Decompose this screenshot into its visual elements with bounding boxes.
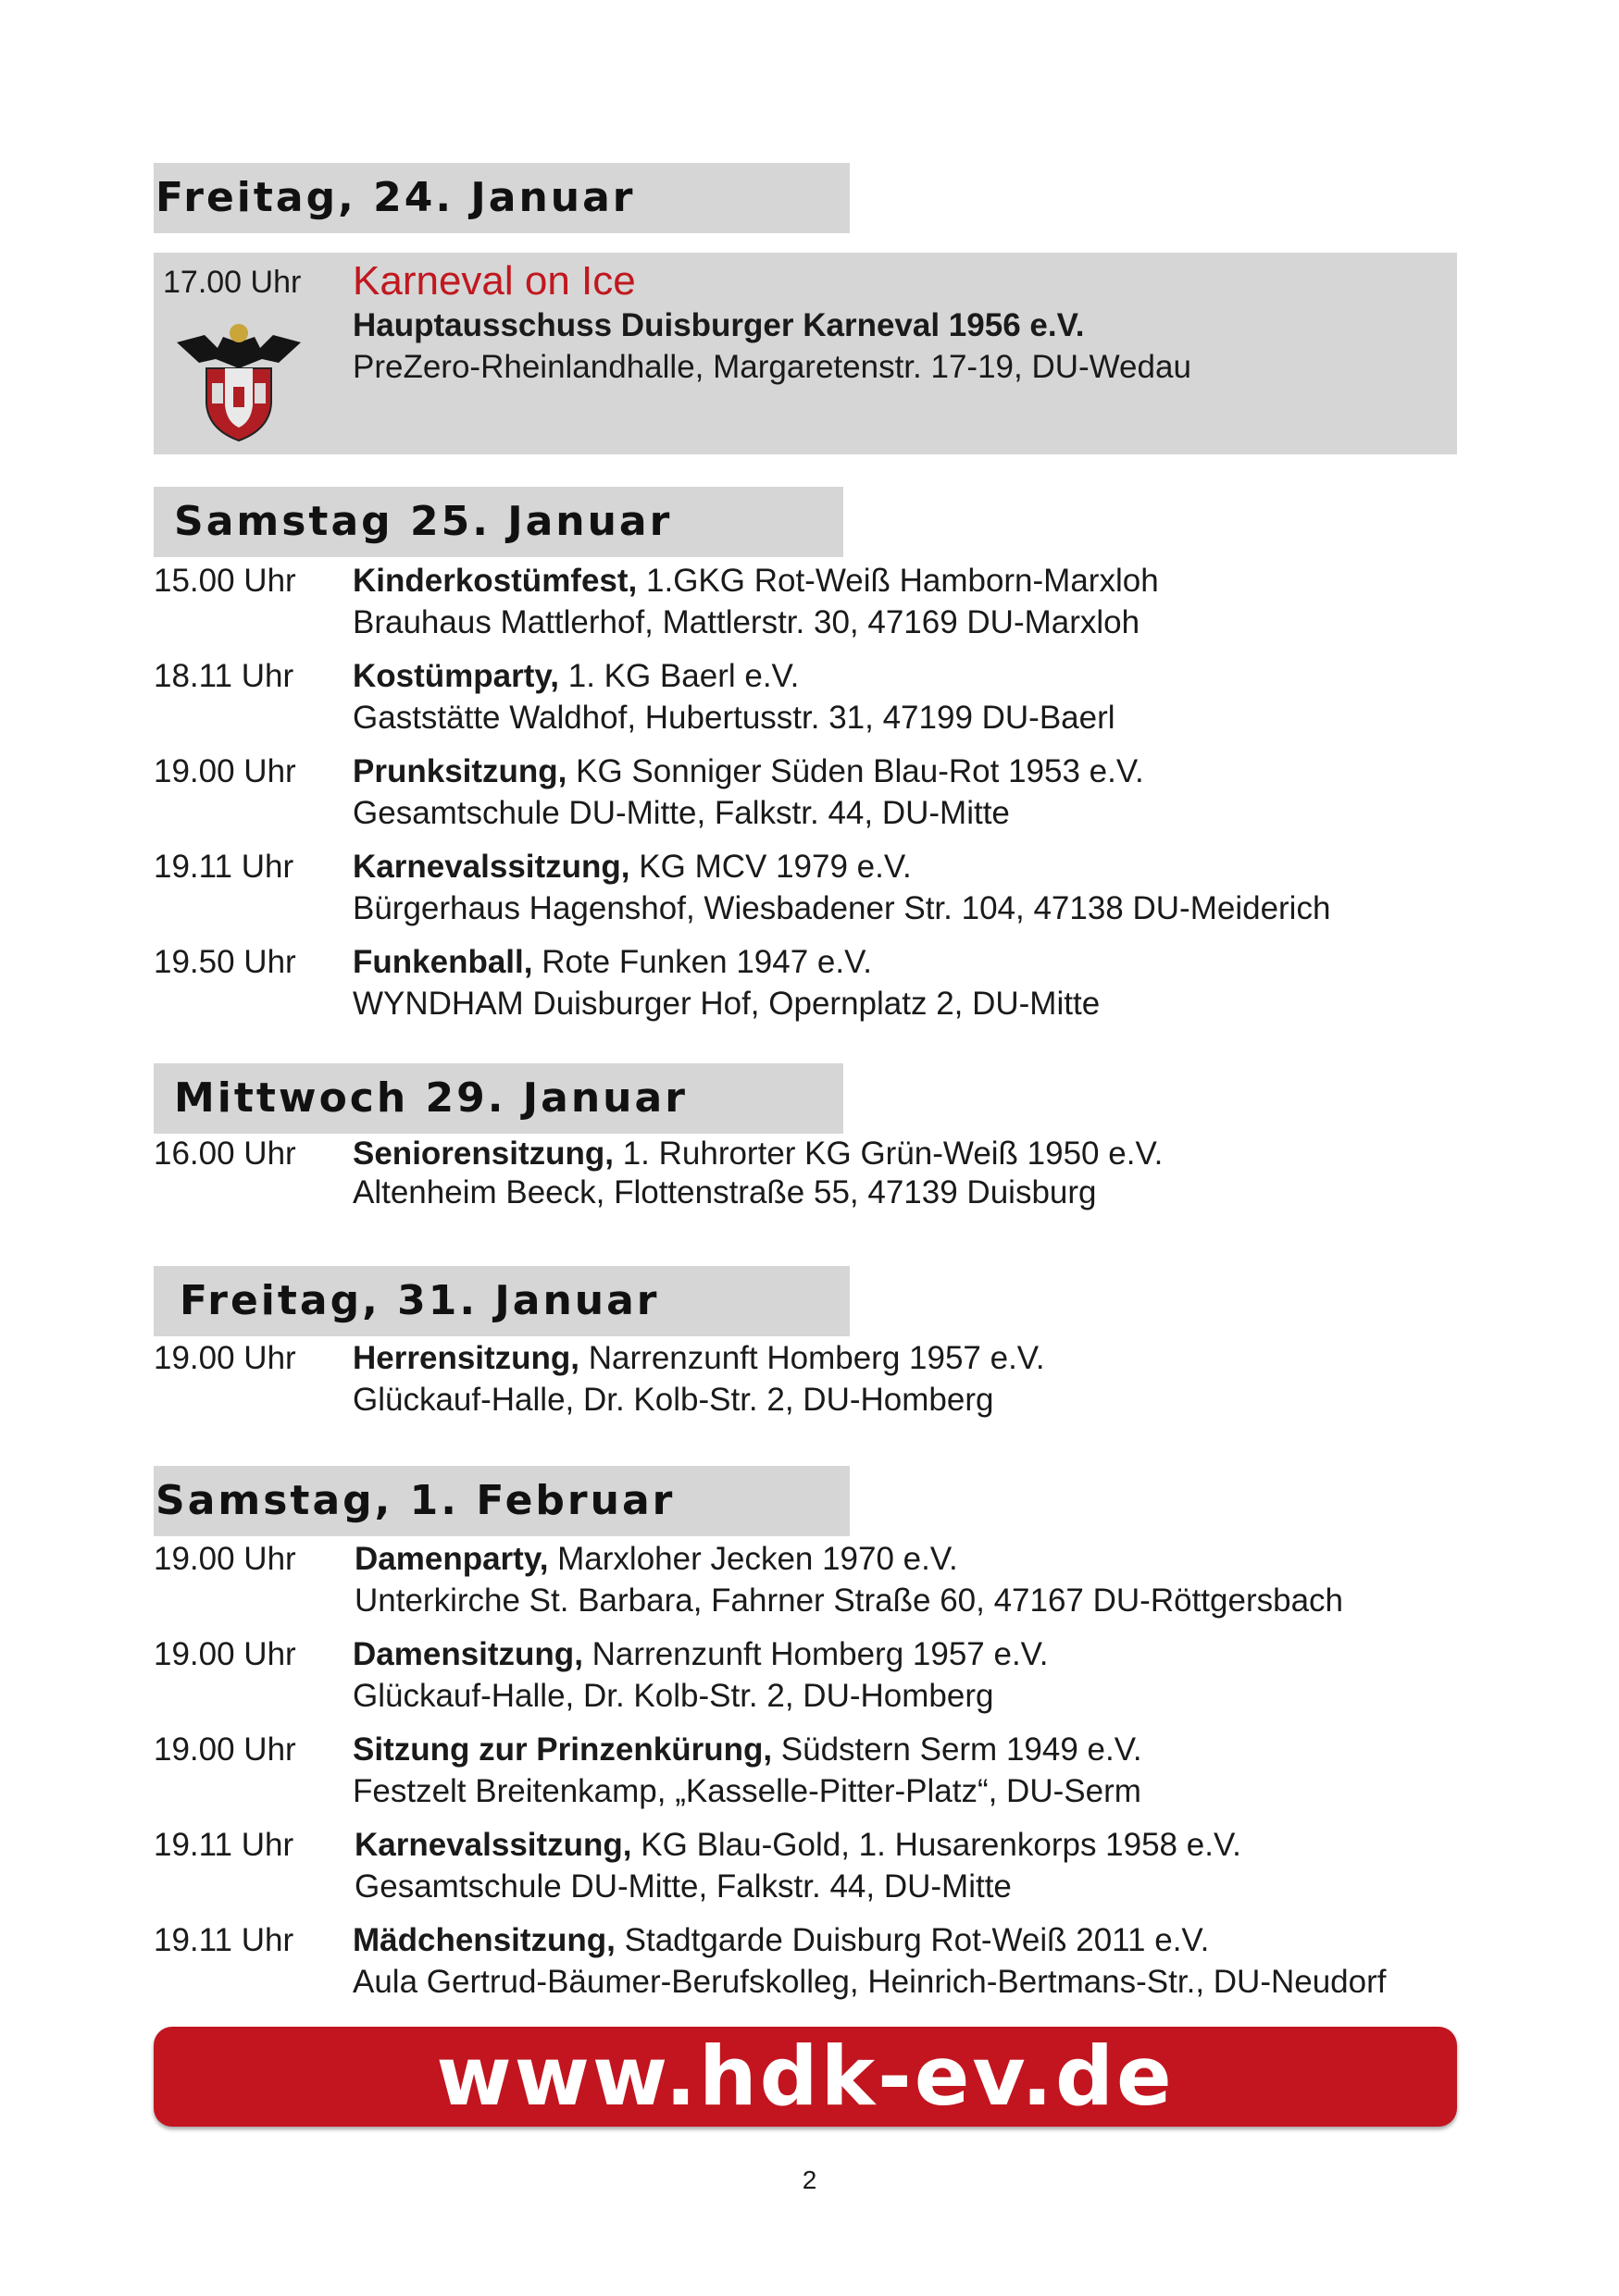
featured-event-title: Karneval on Ice	[353, 258, 636, 304]
event-row	[154, 1731, 1468, 1824]
event-name: Karnevalssitzung,	[355, 1827, 632, 1863]
event-time: 19.00 Uhr	[154, 753, 296, 789]
event-time: 19.11 Uhr	[154, 1827, 294, 1863]
event-row	[154, 1340, 1468, 1433]
event-organizer: Narrenzunft Homberg 1957 e.V.	[579, 1340, 1045, 1376]
event-time: 19.00 Uhr	[154, 1636, 296, 1672]
event-organizer: Rote Funken 1947 e.V.	[532, 944, 872, 980]
event-venue: Aula Gertrud-Bäumer-Berufskolleg, Heinrich-Bertmans-Str., DU-Neudorf	[353, 1964, 1387, 2000]
event-time: 19.50 Uhr	[154, 944, 296, 980]
event-title-line	[353, 1922, 1209, 1959]
day-header: Freitag, 31. Januar	[154, 1266, 850, 1336]
event-organizer: Stadtgarde Duisburg Rot-Weiß 2011 e.V.	[615, 1922, 1210, 1958]
event-organizer: Südstern Serm 1949 e.V.	[772, 1731, 1142, 1768]
event-venue: Unterkirche St. Barbara, Fahrner Straße 60, 47167 DU-Röttgersbach	[355, 1582, 1343, 1619]
event-title-line	[353, 944, 872, 981]
event-row	[154, 563, 1468, 655]
event-venue: Altenheim Beeck, Flottenstraße 55, 47139 Duisburg	[353, 1174, 1097, 1210]
event-organizer: Hauptausschuss Duisburger Karneval 1956 e.V.	[353, 307, 1085, 343]
event-title-line	[355, 1541, 958, 1578]
event-name: Mädchensitzung,	[353, 1922, 616, 1958]
event-name: Prunksitzung,	[353, 753, 567, 789]
event-row	[154, 1541, 1468, 1633]
event-organizer: 1. Ruhrorter KG Grün-Weiß 1950 e.V.	[613, 1136, 1164, 1172]
event-venue: Gesamtschule DU-Mitte, Falkstr. 44, DU-Mitte	[355, 1868, 1012, 1905]
event-title-line	[353, 849, 912, 886]
event-venue: Brauhaus Mattlerhof, Mattlerstr. 30, 47169 DU-Marxloh	[353, 604, 1140, 640]
event-title-line	[353, 1636, 1049, 1673]
event-venue: PreZero-Rheinlandhalle, Margaretenstr. 17-19, DU-Wedau	[353, 349, 1191, 385]
event-title-line	[355, 1827, 1241, 1864]
event-name: Damenparty,	[355, 1541, 549, 1577]
event-organizer: KG Sonniger Süden Blau-Rot 1953 e.V.	[567, 753, 1144, 789]
event-name: Karnevalssitzung,	[353, 849, 630, 885]
event-time: 19.00 Uhr	[154, 1541, 296, 1577]
event-time: 15.00 Uhr	[154, 563, 296, 599]
page-number: 2	[802, 2166, 817, 2194]
coat-of-arms-icon	[169, 315, 308, 444]
event-venue: WYNDHAM Duisburger Hof, Opernplatz 2, DU-Mitte	[353, 986, 1101, 1022]
event-time: 16.00 Uhr	[154, 1136, 296, 1172]
event-time: 17.00 Uhr	[163, 265, 302, 300]
website-banner[interactable]: www.hdk-ev.de	[154, 2027, 1457, 2127]
event-time: 19.00 Uhr	[154, 1340, 296, 1376]
event-title-line	[353, 658, 799, 695]
event-organizer: Marxloher Jecken 1970 e.V.	[548, 1541, 958, 1577]
event-name: Kinderkostümfest,	[353, 563, 638, 599]
event-row	[154, 658, 1468, 751]
event-organizer: KG Blau-Gold, 1. Husarenkorps 1958 e.V.	[631, 1827, 1241, 1863]
event-row	[154, 753, 1468, 846]
event-row	[154, 1827, 1468, 1919]
event-venue: Gaststätte Waldhof, Hubertusstr. 31, 47199 DU-Baerl	[353, 700, 1115, 736]
event-title-line	[353, 563, 1159, 600]
event-name: Sitzung zur Prinzenkürung,	[353, 1731, 773, 1768]
event-organizer: Narrenzunft Homberg 1957 e.V.	[582, 1636, 1049, 1672]
event-venue: Glückauf-Halle, Dr. Kolb-Str. 2, DU-Homberg	[353, 1382, 994, 1418]
event-title-line	[353, 1731, 1142, 1769]
event-title-line	[353, 753, 1144, 790]
event-row	[154, 1636, 1468, 1729]
day-header: Samstag 25. Januar	[154, 487, 843, 557]
event-name: Herrensitzung,	[353, 1340, 580, 1376]
event-venue: Festzelt Breitenkamp, „Kasselle-Pitter-Platz“, DU-Serm	[353, 1773, 1141, 1809]
event-venue: Glückauf-Halle, Dr. Kolb-Str. 2, DU-Homberg	[353, 1678, 994, 1714]
event-row	[154, 1136, 1468, 1228]
event-time: 19.11 Uhr	[154, 1922, 294, 1958]
event-organizer: 1.GKG Rot-Weiß Hamborn-Marxloh	[637, 563, 1159, 599]
day-header: Samstag, 1. Februar	[154, 1466, 850, 1536]
event-organizer: 1. KG Baerl e.V.	[559, 658, 800, 694]
event-time: 18.11 Uhr	[154, 658, 294, 694]
event-venue: Gesamtschule DU-Mitte, Falkstr. 44, DU-Mitte	[353, 795, 1010, 831]
event-venue: Bürgerhaus Hagenshof, Wiesbadener Str. 104, 47138 DU-Meiderich	[353, 890, 1331, 926]
event-title-line	[353, 1136, 1163, 1173]
event-row	[154, 1922, 1468, 2015]
event-time: 19.00 Uhr	[154, 1731, 296, 1768]
event-row	[154, 849, 1468, 941]
event-time: 19.11 Uhr	[154, 849, 294, 885]
event-name: Damensitzung,	[353, 1636, 583, 1672]
event-name: Seniorensitzung,	[353, 1136, 614, 1172]
event-name: Funkenball,	[353, 944, 533, 980]
event-name: Kostümparty,	[353, 658, 559, 694]
event-row	[154, 944, 1468, 1036]
day-header: Mittwoch 29. Januar	[154, 1063, 843, 1134]
event-title-line	[353, 1340, 1045, 1377]
event-organizer: KG MCV 1979 e.V.	[629, 849, 912, 885]
day-header: Freitag, 24. Januar	[154, 163, 850, 233]
